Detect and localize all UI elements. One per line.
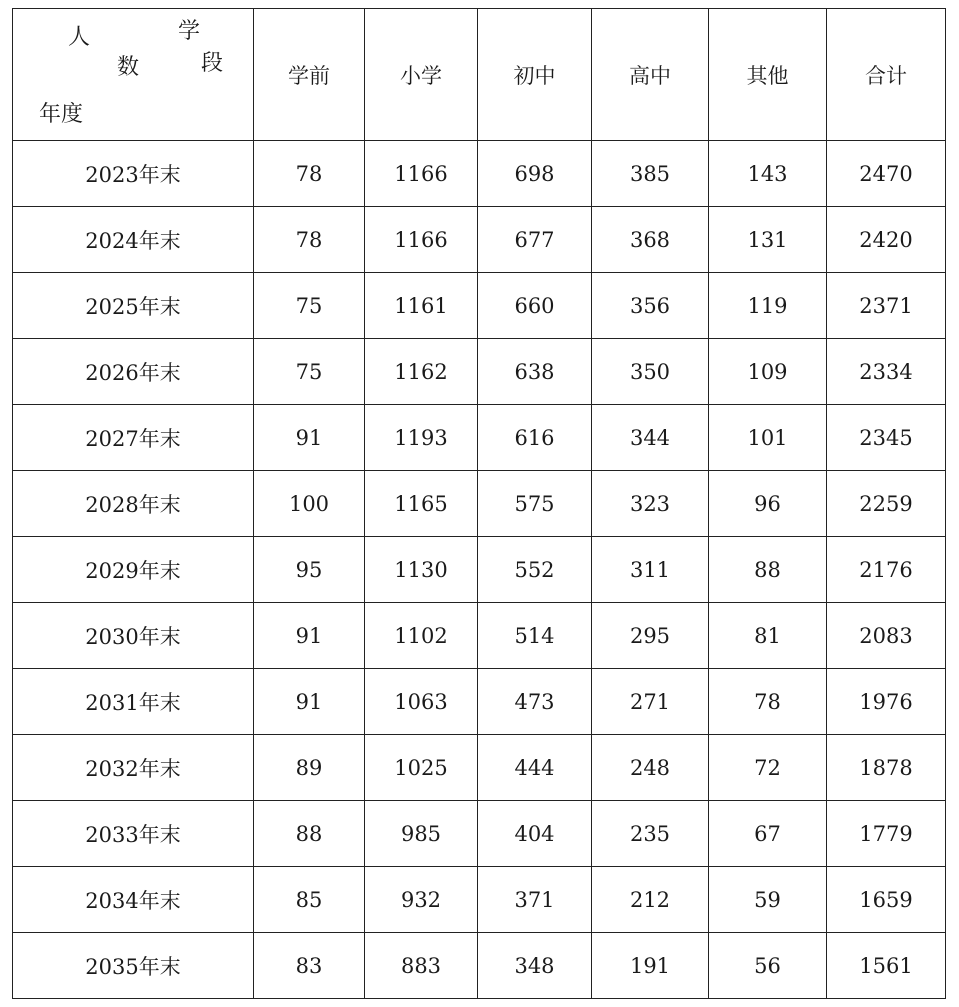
table-row (13, 339, 946, 405)
year-cell: 2027年末 (13, 405, 254, 471)
preschool-cell: 91 (254, 669, 365, 735)
corner-label-shu: 数 (117, 55, 140, 80)
year-cell: 2026年末 (13, 339, 254, 405)
primary-cell: 1161 (365, 273, 478, 339)
junior-high-cell: 677 (478, 207, 592, 273)
corner-label-year: 年度 (39, 102, 84, 127)
other-cell: 81 (709, 603, 827, 669)
column-header-total: 合计 (827, 9, 946, 141)
table-row (13, 603, 946, 669)
senior-high-cell: 385 (592, 141, 709, 207)
junior-high-cell: 552 (478, 537, 592, 603)
junior-high-cell: 514 (478, 603, 592, 669)
other-cell: 101 (709, 405, 827, 471)
total-cell: 1779 (827, 801, 946, 867)
year-cell: 2024年末 (13, 207, 254, 273)
year-cell: 2031年末 (13, 669, 254, 735)
preschool-cell: 75 (254, 339, 365, 405)
table-row (13, 273, 946, 339)
column-header-senior-high: 高中 (592, 9, 709, 141)
other-cell: 109 (709, 339, 827, 405)
table-row (13, 207, 946, 273)
junior-high-cell: 660 (478, 273, 592, 339)
preschool-cell: 91 (254, 405, 365, 471)
total-cell: 2259 (827, 471, 946, 537)
senior-high-cell: 323 (592, 471, 709, 537)
preschool-cell: 88 (254, 801, 365, 867)
preschool-cell: 100 (254, 471, 365, 537)
other-cell: 72 (709, 735, 827, 801)
year-cell: 2028年末 (13, 471, 254, 537)
preschool-cell: 95 (254, 537, 365, 603)
corner-label-duan: 段 (201, 51, 224, 76)
preschool-cell: 89 (254, 735, 365, 801)
preschool-cell: 78 (254, 207, 365, 273)
corner-label-ren: 人 (68, 25, 91, 50)
other-cell: 67 (709, 801, 827, 867)
primary-cell: 1165 (365, 471, 478, 537)
total-cell: 1878 (827, 735, 946, 801)
other-cell: 78 (709, 669, 827, 735)
primary-cell: 1166 (365, 141, 478, 207)
senior-high-cell: 191 (592, 933, 709, 999)
year-cell: 2025年末 (13, 273, 254, 339)
junior-high-cell: 404 (478, 801, 592, 867)
table-body (13, 141, 946, 999)
primary-cell: 1193 (365, 405, 478, 471)
junior-high-cell: 698 (478, 141, 592, 207)
primary-cell: 1025 (365, 735, 478, 801)
primary-cell: 1130 (365, 537, 478, 603)
column-header-junior-high: 初中 (478, 9, 592, 141)
senior-high-cell: 356 (592, 273, 709, 339)
column-header-preschool: 学前 (254, 9, 365, 141)
junior-high-cell: 444 (478, 735, 592, 801)
senior-high-cell: 311 (592, 537, 709, 603)
senior-high-cell: 212 (592, 867, 709, 933)
total-cell: 1659 (827, 867, 946, 933)
year-cell: 2034年末 (13, 867, 254, 933)
total-cell: 2083 (827, 603, 946, 669)
table-row (13, 867, 946, 933)
senior-high-cell: 295 (592, 603, 709, 669)
preschool-cell: 85 (254, 867, 365, 933)
total-cell: 2420 (827, 207, 946, 273)
preschool-cell: 75 (254, 273, 365, 339)
other-cell: 59 (709, 867, 827, 933)
primary-cell: 985 (365, 801, 478, 867)
total-cell: 1976 (827, 669, 946, 735)
total-cell: 2345 (827, 405, 946, 471)
year-cell: 2029年末 (13, 537, 254, 603)
preschool-cell: 78 (254, 141, 365, 207)
junior-high-cell: 638 (478, 339, 592, 405)
table-row (13, 141, 946, 207)
junior-high-cell: 348 (478, 933, 592, 999)
total-cell: 2470 (827, 141, 946, 207)
preschool-cell: 91 (254, 603, 365, 669)
junior-high-cell: 616 (478, 405, 592, 471)
table-row (13, 801, 946, 867)
primary-cell: 1063 (365, 669, 478, 735)
table-row (13, 471, 946, 537)
header-row (13, 9, 946, 141)
junior-high-cell: 575 (478, 471, 592, 537)
table-row (13, 537, 946, 603)
year-cell: 2032年末 (13, 735, 254, 801)
other-cell: 143 (709, 141, 827, 207)
column-header-primary: 小学 (365, 9, 478, 141)
table-row (13, 735, 946, 801)
table-row (13, 669, 946, 735)
primary-cell: 1166 (365, 207, 478, 273)
table-row (13, 933, 946, 999)
primary-cell: 883 (365, 933, 478, 999)
preschool-cell: 83 (254, 933, 365, 999)
senior-high-cell: 235 (592, 801, 709, 867)
junior-high-cell: 371 (478, 867, 592, 933)
primary-cell: 932 (365, 867, 478, 933)
other-cell: 56 (709, 933, 827, 999)
table-row (13, 405, 946, 471)
primary-cell: 1102 (365, 603, 478, 669)
corner-label-xue: 学 (178, 19, 201, 44)
senior-high-cell: 368 (592, 207, 709, 273)
year-cell: 2033年末 (13, 801, 254, 867)
other-cell: 96 (709, 471, 827, 537)
senior-high-cell: 271 (592, 669, 709, 735)
junior-high-cell: 473 (478, 669, 592, 735)
column-header-other: 其他 (709, 9, 827, 141)
primary-cell: 1162 (365, 339, 478, 405)
total-cell: 1561 (827, 933, 946, 999)
total-cell: 2371 (827, 273, 946, 339)
total-cell: 2334 (827, 339, 946, 405)
other-cell: 131 (709, 207, 827, 273)
senior-high-cell: 350 (592, 339, 709, 405)
total-cell: 2176 (827, 537, 946, 603)
other-cell: 119 (709, 273, 827, 339)
other-cell: 88 (709, 537, 827, 603)
enrollment-table (12, 8, 946, 999)
senior-high-cell: 344 (592, 405, 709, 471)
corner-header-cell (13, 9, 254, 141)
senior-high-cell: 248 (592, 735, 709, 801)
year-cell: 2030年末 (13, 603, 254, 669)
year-cell: 2023年末 (13, 141, 254, 207)
year-cell: 2035年末 (13, 933, 254, 999)
